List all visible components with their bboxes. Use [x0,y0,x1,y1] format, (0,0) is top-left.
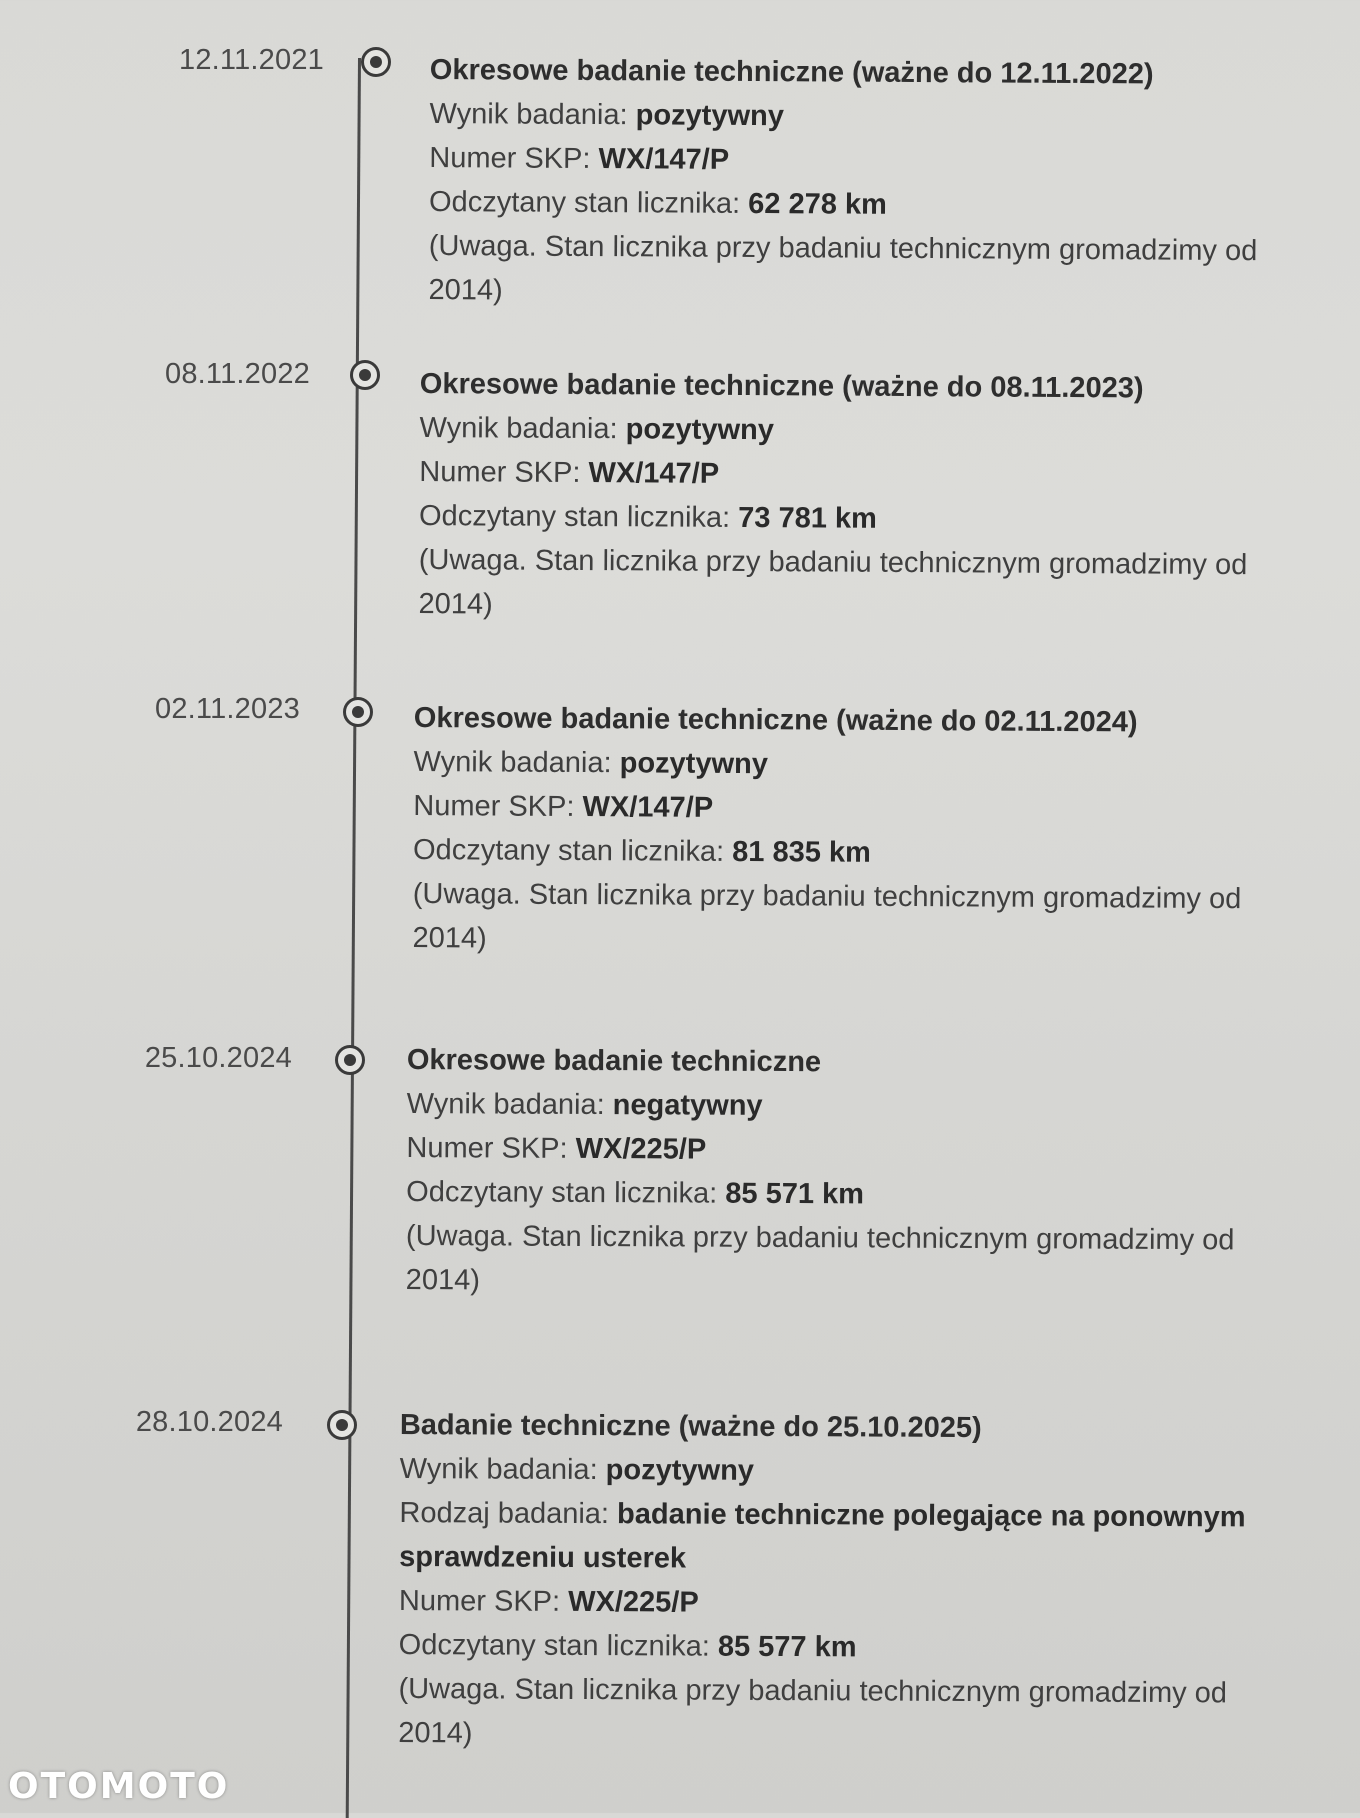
entry-content [428,48,1310,317]
odometer-value: 85 577 km [717,1630,857,1664]
odometer-label: Odczytany stan licznika: [418,499,731,534]
skp-value: WX/147/P [588,457,720,490]
odometer-row [406,1170,1286,1219]
result-label: Wynik badania: [399,1452,598,1487]
timeline-dot-icon [335,1045,365,1075]
skp-row [429,136,1309,185]
skp-label: Numer SKP: [406,1131,568,1165]
result-value: negatywny [612,1089,763,1122]
entry-title: Okresowe badanie techniczne (ważne do 12.11.2022) [429,53,1154,91]
entry-content [412,696,1294,965]
odometer-label: Odczytany stan licznika: [398,1628,710,1663]
result-label: Wynik badania: [406,1087,605,1122]
odometer-note: (Uwaga. Stan licznika przy badaniu technicznym gromadzimy od 2014) [418,543,1248,621]
odometer-note: (Uwaga. Stan licznika przy badaniu technicznym gromadzimy od 2014) [405,1219,1235,1297]
skp-label: Numer SKP: [419,455,581,489]
timeline-dot-icon [343,697,373,727]
odometer-note: (Uwaga. Stan licznika przy badaniu technicznym gromadzimy od 2014) [398,1672,1228,1750]
skp-row [413,784,1293,833]
result-label: Wynik badania: [419,411,618,446]
odometer-value: 62 278 km [748,187,887,221]
entry-content [406,1038,1287,1307]
entry-content [398,1403,1280,1760]
result-row [400,1447,1280,1496]
entry-date: 12.11.2021 [179,44,324,76]
type-label: Rodzaj badania: [399,1496,610,1531]
entry-date: 02.11.2023 [155,693,300,725]
result-row [429,92,1309,141]
skp-value: WX/147/P [582,791,714,824]
result-value: pozytywny [625,413,775,447]
skp-row [406,1126,1286,1175]
result-value: pozytywny [619,747,769,781]
entry-title: Badanie techniczne (ważne do 25.10.2025) [399,1408,982,1445]
entry-title: Okresowe badanie techniczne (ważne do 02.11.2024) [413,701,1138,739]
skp-row [399,1579,1279,1628]
entry-date: 08.11.2022 [165,358,310,390]
odometer-label: Odczytany stan licznika: [406,1175,718,1210]
odometer-row [429,180,1309,229]
timeline-line [346,58,361,1818]
result-label: Wynik badania: [413,745,612,780]
odometer-value: 81 835 km [732,835,871,869]
timeline-dot-icon [350,360,380,390]
odometer-row [419,494,1299,543]
skp-value: WX/147/P [598,143,730,176]
timeline-dot-icon [327,1410,357,1440]
entry-content [418,362,1300,631]
odometer-label: Odczytany stan licznika: [412,833,725,868]
result-label: Wynik badania: [429,97,628,132]
odometer-row [399,1623,1279,1672]
odometer-note: (Uwaga. Stan licznika przy badaniu technicznym gromadzimy od 2014) [428,229,1258,307]
result-row [413,740,1293,789]
type-value-continued: sprawdzeniu usterek [399,1540,687,1575]
type-value: badanie techniczne polegające na ponownym [617,1498,1246,1534]
skp-value: WX/225/P [575,1132,707,1166]
entry-date: 25.10.2024 [144,1042,292,1074]
skp-label: Numer SKP: [398,1584,561,1618]
odometer-label: Odczytany stan licznika: [428,185,741,220]
result-row [419,406,1299,455]
entry-date: 28.10.2024 [135,1406,283,1438]
odometer-note: (Uwaga. Stan licznika przy badaniu technicznym gromadzimy od 2014) [412,877,1242,955]
skp-label: Numer SKP: [413,789,575,823]
skp-row [419,450,1299,499]
otomoto-watermark: OTOMOTO [8,1766,230,1807]
type-row [399,1491,1279,1540]
skp-value: WX/225/P [568,1585,699,1619]
odometer-row [413,828,1293,877]
timeline-dot-icon [361,47,391,77]
result-value: pozytywny [635,99,785,133]
entry-title: Okresowe badanie techniczne (ważne do 08.11.2023) [419,367,1144,405]
skp-label: Numer SKP: [429,141,591,175]
result-value: pozytywny [605,1454,755,1487]
odometer-value: 73 781 km [738,501,877,535]
odometer-value: 85 571 km [725,1177,865,1211]
result-row [407,1082,1287,1131]
entry-title: Okresowe badanie techniczne [406,1043,822,1079]
